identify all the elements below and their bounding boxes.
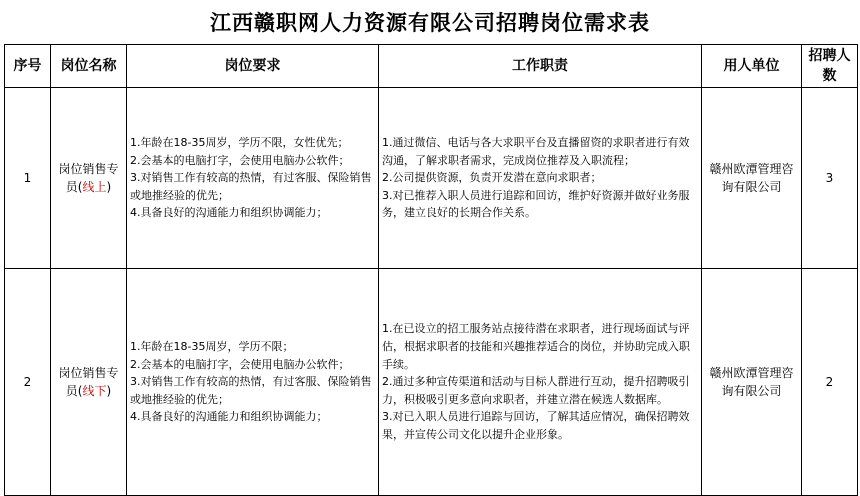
duty-item: 3.对已入职人员进行追踪与回访，了解其适应情况，确保招聘效果，并宣传公司文化以提升企业形象。 [382,410,690,441]
requirement-item: 1.年龄在18-35周岁，学历不限； [130,340,294,354]
requirement-item: 4.具备良好的沟通能力和组织协调能力； [130,410,328,424]
cell-count: 3 [802,88,858,269]
header-position: 岗位名称 [51,45,127,88]
cell-duties [379,88,702,269]
position-mode: 线上 [82,180,107,194]
duty-item: 2.通过多种宣传渠道和活动与目标人群进行互动，提升招聘吸引力，积极吸引更多意向求职者，并建立潜在候选人数据库。 [382,375,690,406]
requirement-item: 1.年龄在18-35周岁，学历不限，女性优先； [130,136,349,150]
header-count: 招聘人数 [802,45,858,88]
table-header-row [5,45,858,88]
cell-seq: 2 [5,269,51,496]
requirement-item: 2.会基本的电脑打字，会使用电脑办公软件； [130,153,350,167]
position-suffix: ) [106,180,112,194]
duty-item: 3.对已推荐入职人员进行追踪和回访，维护好资源并做好业务服务，建立良好的长期合作关系。 [382,188,690,220]
header-requirements: 岗位要求 [127,45,379,88]
cell-duties [379,269,702,496]
position-prefix: 岗位销售专员( [58,162,119,194]
position-prefix: 岗位销售专员( [58,366,119,398]
cell-position [51,88,127,269]
table-row [5,88,858,269]
header-duties: 工作职责 [379,45,702,88]
position-suffix: ) [106,384,112,398]
cell-employer: 赣州欧潭管理咨询有限公司 [702,88,802,269]
header-seq: 序号 [5,45,51,88]
position-mode: 线下 [82,384,107,398]
requirement-item: 3.对销售工作有较高的热情，有过客服、保险销售或地推经验的优先； [130,375,372,406]
cell-employer: 赣州欧潭管理咨询有限公司 [702,269,802,496]
cell-count: 2 [802,269,858,496]
requirement-item: 2.会基本的电脑打字，会使用电脑办公软件； [130,357,350,371]
cell-requirements [127,269,379,496]
cell-seq: 1 [5,88,51,269]
header-employer: 用人单位 [702,45,802,88]
cell-position [51,269,127,496]
requirement-item: 3.对销售工作有较高的热情，有过客服、保险销售或地推经验的优先； [130,171,372,202]
cell-requirements [127,88,379,269]
page-title: 江西赣职网人力资源有限公司招聘岗位需求表 [210,10,650,35]
table-row [5,269,858,496]
duty-item: 1.在已设立的招工服务站点接待潜在求职者，进行现场面试与评估，根据求职者的技能和兴趣推荐适合的岗位，并协助完成入职手续。 [382,322,690,371]
duty-item: 2.公司提供资源，负责开发潜在意向求职者； [382,171,602,185]
requirement-item: 4.具备良好的沟通能力和组织协调能力； [130,206,328,220]
job-requirements-table [4,44,858,496]
duty-item: 1.通过微信、电话与各大求职平台及直播留资的求职者进行有效沟通，了解求职者需求，完成岗位推荐及入职流程； [382,136,690,167]
